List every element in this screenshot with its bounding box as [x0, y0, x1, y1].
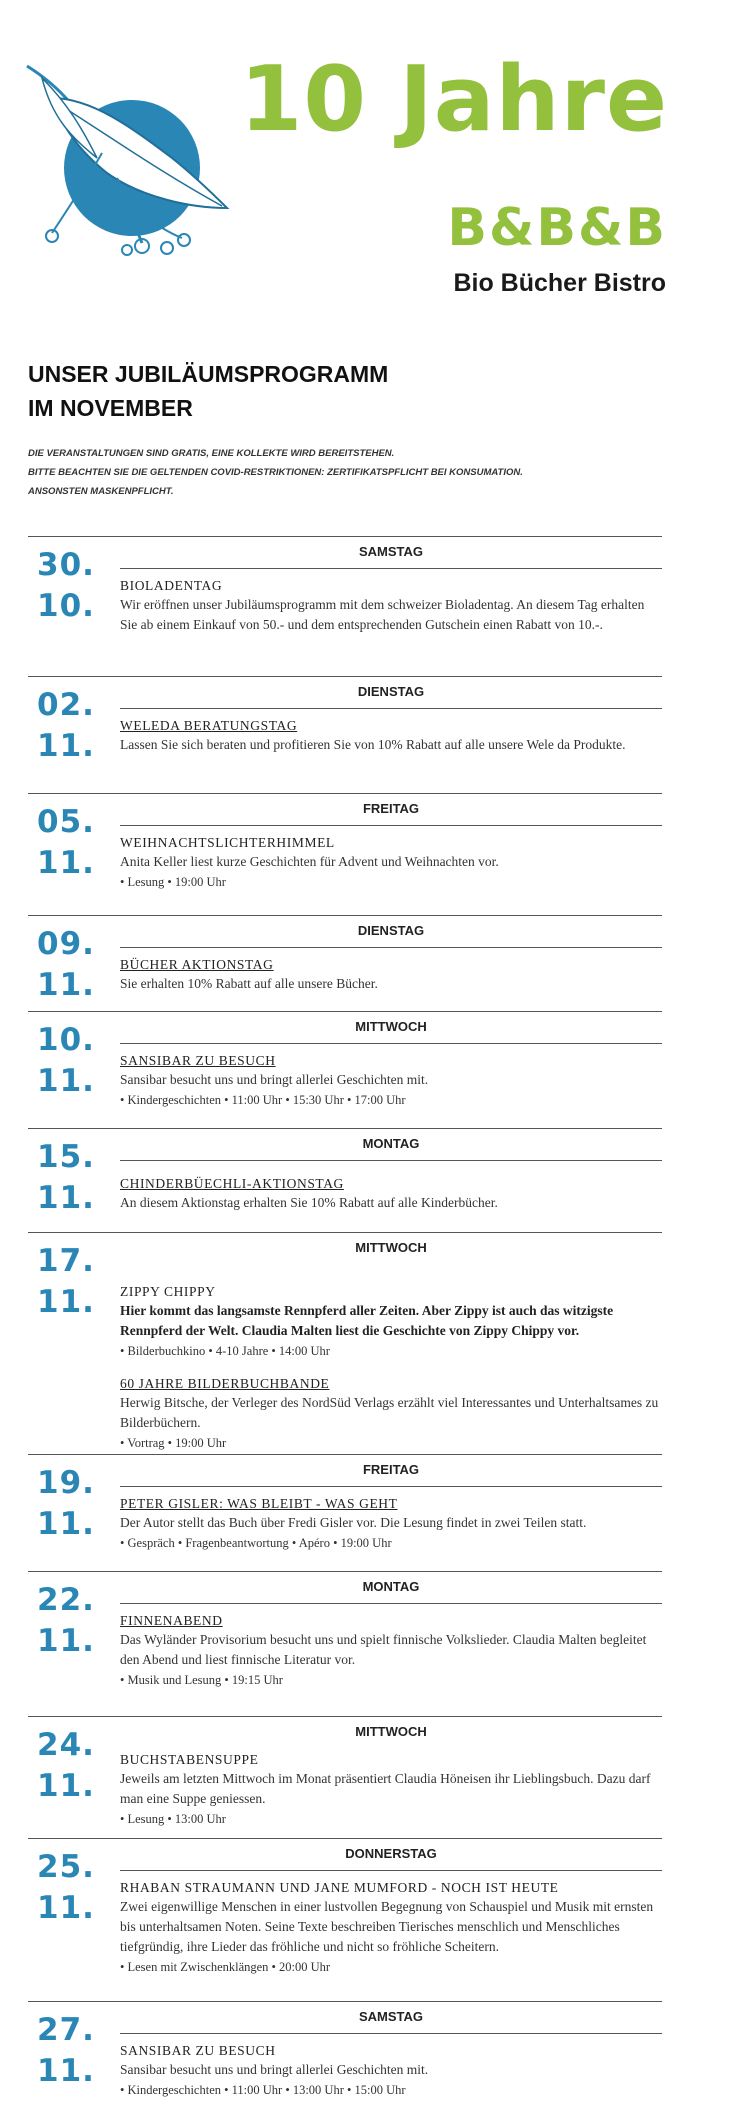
- intro-line: ANSONSTEN MASKENPFLICHT.: [28, 486, 174, 497]
- event-date-month: 11.: [37, 1623, 95, 1659]
- event-date: [37, 1020, 95, 1102]
- event-weekday: MONTAG: [362, 1579, 420, 1594]
- intro-line: BITTE BEACHTEN SIE DIE GELTENDEN COVID-RESTRIKTIONEN: ZERTIFIKATSPFLICHT BEI KONSUMATION.: [28, 467, 523, 478]
- event-meta: • Kindergeschichten • 11:00 Uhr • 15:30 Uhr • 17:00 Uhr: [120, 1093, 406, 1107]
- event-row: [28, 793, 662, 915]
- event-meta: • Musik und Lesung • 19:15 Uhr: [120, 1673, 283, 1687]
- event-date-month: 11.: [37, 967, 95, 1003]
- event-date-day: 05.: [37, 804, 95, 840]
- event-weekday: MITTWOCH: [355, 1724, 427, 1739]
- event-description: Das Wyländer Provisorium besucht uns und spielt finnische Volkslieder. Claudia Malten begleitet den Abend und liest finnische Literatur vor.: [120, 1632, 647, 1667]
- headline: 10 Jahre: [239, 47, 668, 152]
- event-description: Der Autor stellt das Buch über Fredi Gisler vor. Die Lesung findet in zwei Teilen statt.: [120, 1515, 587, 1530]
- event-date: [37, 1463, 95, 1545]
- event-date-day: 25.: [37, 1849, 95, 1885]
- event-weekday: FREITAG: [362, 801, 420, 816]
- event-date-day: 24.: [37, 1727, 95, 1763]
- event-date: [37, 924, 95, 1006]
- event-item: [120, 2042, 660, 2100]
- event-date: [37, 2010, 95, 2092]
- event-meta: • Lesen mit Zwischenklängen • 20:00 Uhr: [120, 1960, 331, 1974]
- event-date-month: 11.: [37, 1768, 95, 1804]
- event-row: [28, 1571, 662, 1716]
- event-title: PETER GISLER: WAS BLEIBT - WAS GEHT: [120, 1496, 398, 1511]
- event-item: [120, 1495, 660, 1553]
- event-description: Sie erhalten 10% Rabatt auf alle unsere Bücher.: [120, 976, 378, 991]
- event-title: SANSIBAR ZU BESUCH: [120, 2043, 276, 2058]
- event-title: CHINDERBÜECHLI-AKTIONSTAG: [120, 1176, 344, 1191]
- event-row: [28, 1454, 662, 1571]
- event-date: [37, 1847, 95, 1929]
- event-item: [120, 717, 660, 755]
- divider: [120, 1603, 662, 1604]
- event-weekday: DONNERSTAG: [345, 1846, 437, 1861]
- event-weekday: SAMSTAG: [358, 2009, 424, 2024]
- event-date-month: 11.: [37, 1063, 95, 1099]
- event-meta: • Kindergeschichten • 11:00 Uhr • 13:00 Uhr • 15:00 Uhr: [120, 2083, 406, 2097]
- event-meta: • Lesung • 13:00 Uhr: [120, 1812, 226, 1826]
- divider: [120, 1486, 662, 1487]
- event-weekday: FREITAG: [362, 1462, 420, 1477]
- event-title: WEIHNACHTSLICHTERHIMMEL: [120, 835, 335, 850]
- event-description: Wir eröffnen unser Jubiläumsprogramm mit dem schweizer Bioladentag. An diesem Tag erhalten Sie ab einem Einkauf von 50.- und dem entsprechenden Gutschein einen Rabatt von 10.-.: [120, 597, 645, 632]
- event-title: BUCHSTABENSUPPE: [120, 1752, 259, 1767]
- event-date-day: 22.: [37, 1582, 95, 1618]
- event-row: [28, 1232, 662, 1454]
- intro-notice: [28, 444, 668, 501]
- event-description: Sansibar besucht uns und bringt allerlei Geschichten mit.: [120, 1072, 429, 1087]
- event-item: [120, 1879, 660, 1977]
- divider: [120, 947, 662, 948]
- intro-line: DIE VERANSTALTUNGEN SIND GRATIS, EINE KOLLEKTE WIRD BEREITSTEHEN.: [28, 448, 395, 459]
- event-date: [37, 1241, 95, 1323]
- event-date-month: 11.: [37, 2053, 95, 2089]
- event-weekday: DIENSTAG: [357, 923, 425, 938]
- event-date: [37, 1580, 95, 1662]
- divider: [120, 1043, 662, 1044]
- event-date-month: 11.: [37, 1890, 95, 1926]
- divider: [120, 1160, 662, 1161]
- event-title: 60 JAHRE BILDERBUCHBANDE: [120, 1376, 330, 1391]
- event-row: [28, 1838, 662, 2001]
- event-date-day: 15.: [37, 1139, 95, 1175]
- event-description: Herwig Bitsche, der Verleger des NordSüd Verlags erzählt viel Interessantes und Unterhaltsames zu Bilderbüchern.: [120, 1395, 659, 1430]
- event-item: [120, 577, 660, 635]
- event-date: [37, 1725, 95, 1807]
- event-title: BÜCHER AKTIONSTAG: [120, 957, 274, 972]
- event-date-month: 11.: [37, 1284, 95, 1320]
- event-row: [28, 1128, 662, 1232]
- event-weekday: SAMSTAG: [358, 544, 424, 559]
- event-description: Anita Keller liest kurze Geschichten für Advent und Weihnachten vor.: [120, 854, 499, 869]
- program-title: [28, 357, 548, 425]
- event-date-day: 27.: [37, 2012, 95, 2048]
- divider: [120, 825, 662, 826]
- event-meta: • Gespräch • Fragenbeantwortung • Apéro • 19:00 Uhr: [120, 1536, 392, 1550]
- event-title: FINNENABEND: [120, 1613, 223, 1628]
- event-weekday: MONTAG: [362, 1136, 420, 1151]
- event-item: [120, 1052, 660, 1110]
- event-weekday: DIENSTAG: [357, 684, 425, 699]
- divider: [120, 568, 662, 569]
- event-date-day: 10.: [37, 1022, 95, 1058]
- program-title-line2: IM NOVEMBER: [28, 395, 193, 421]
- subline-logo-text: B&B&B: [447, 198, 667, 258]
- event-item: [120, 1283, 660, 1361]
- event-description: Zwei eigenwillige Menschen in einer lustvollen Begegnung von Schauspiel und Musik mit ernsten bis unterhaltsamen Noten. Seine Texte beschreiben Tierisches menschlich und Menschliches tiefgründig, ihre Lieder das fröhliche und nicht so fröhliche Scheitern.: [120, 1899, 654, 1954]
- event-weekday: MITTWOCH: [355, 1240, 427, 1255]
- divider: [120, 708, 662, 709]
- event-item: [120, 956, 660, 994]
- event-weekday: MITTWOCH: [355, 1019, 427, 1034]
- event-row: [28, 676, 662, 793]
- event-title: WELEDA BERATUNGSTAG: [120, 718, 298, 733]
- divider: [120, 1870, 662, 1871]
- event-row: [28, 915, 662, 1011]
- event-date-day: 30.: [37, 547, 95, 583]
- event-item: [120, 834, 660, 892]
- event-title: BIOLADENTAG: [120, 578, 223, 593]
- event-date: [37, 1137, 95, 1219]
- event-date-month: 10.: [37, 588, 95, 624]
- event-description: Hier kommt das langsamste Rennpferd aller Zeiten. Aber Zippy ist auch das witzigste Rennpferd der Welt. Claudia Malten liest die Geschichte von Zippy Chippy vor.: [120, 1303, 614, 1338]
- program-title-line1: UNSER JUBILÄUMSPROGRAMM: [28, 361, 389, 387]
- event-item: [120, 1612, 660, 1690]
- event-description: Lassen Sie sich beraten und profitieren Sie von 10% Rabatt auf alle unsere Wele da Produkte.: [120, 737, 626, 752]
- divider: [120, 2033, 662, 2034]
- event-date-month: 11.: [37, 1180, 95, 1216]
- event-title: ZIPPY CHIPPY: [120, 1284, 216, 1299]
- event-item: [120, 1751, 660, 1829]
- event-meta: • Lesung • 19:00 Uhr: [120, 875, 226, 889]
- event-date: [37, 802, 95, 884]
- event-date-month: 11.: [37, 845, 95, 881]
- event-description: Jeweils am letzten Mittwoch im Monat präsentiert Claudia Höneisen ihr Lieblingsbuch. Dazu darf man eine Suppe geniessen.: [120, 1771, 651, 1806]
- event-meta: • Bilderbuchkino • 4-10 Jahre • 14:00 Uhr: [120, 1344, 330, 1358]
- event-row: [28, 1716, 662, 1838]
- event-date: [37, 685, 95, 767]
- event-date-day: 17.: [37, 1243, 95, 1279]
- event-row: [28, 2001, 662, 2117]
- event-title: SANSIBAR ZU BESUCH: [120, 1053, 276, 1068]
- event-title: RHABAN STRAUMANN UND JANE MUMFORD - NOCH IST HEUTE: [120, 1880, 559, 1895]
- event-date-month: 11.: [37, 1506, 95, 1542]
- event-description: Sansibar besucht uns und bringt allerlei Geschichten mit.: [120, 2062, 429, 2077]
- event-item: [120, 1175, 660, 1213]
- event-date-day: 09.: [37, 926, 95, 962]
- event-list: [0, 536, 752, 2117]
- event-date-day: 02.: [37, 687, 95, 723]
- event-meta: • Vortrag • 19:00 Uhr: [120, 1436, 227, 1450]
- event-row: [28, 1011, 662, 1128]
- event-item: [120, 1375, 660, 1453]
- event-row: [28, 536, 662, 676]
- event-date-day: 19.: [37, 1465, 95, 1501]
- event-description: An diesem Aktionstag erhalten Sie 10% Rabatt auf alle Kinderbücher.: [120, 1195, 498, 1210]
- brand-name: Bio Bücher Bistro: [453, 269, 666, 297]
- event-date-month: 11.: [37, 728, 95, 764]
- event-date: [37, 545, 95, 627]
